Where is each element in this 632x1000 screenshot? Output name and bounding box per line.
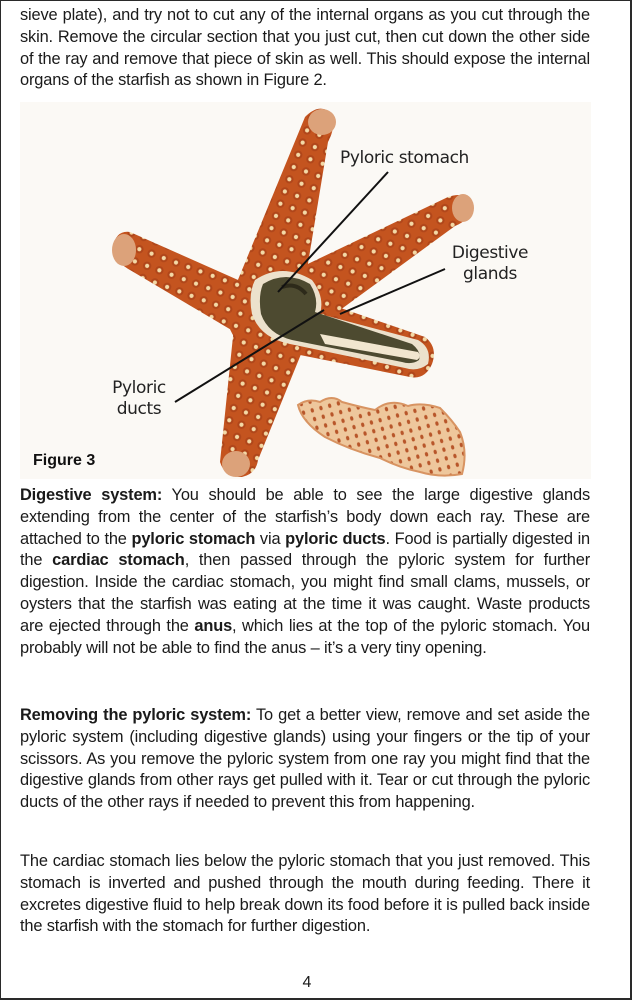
label-pyloric-stomach: Pyloric stomach: [340, 148, 469, 168]
label-pyloric-ducts: Pyloric ducts: [112, 378, 166, 419]
removed-skin-piece: [298, 398, 465, 476]
text-run: You should be able to see the large digestive glands extending from the center of the starfish’s body down each ray. These are attached to the: [20, 486, 590, 548]
text-run: via: [255, 529, 286, 548]
text-run: , which lies at the top of the pyloric stomach. You probably will not be able to find the anus – it’s a very tiny opening.: [20, 616, 590, 657]
heading-digestive-system: Digestive system:: [20, 486, 163, 504]
term-pyloric-stomach: pyloric stomach: [131, 529, 256, 548]
figure-starfish-dissection: [20, 102, 591, 479]
term-anus: anus: [194, 616, 233, 635]
paragraph-digestive-system: [20, 485, 590, 659]
paragraph-cardiac-stomach: The cardiac stomach lies below the pyloric stomach that you just removed. This stomach is inverted and pushed through the mouth during feeding. There it excretes digestive fluid to help break down its food before it is pulled back inside the starfish with the stomach for further digestion.: [20, 852, 590, 936]
term-cardiac-stomach: cardiac stomach: [52, 551, 185, 570]
text-run: . Food is partially digested in the: [20, 529, 591, 570]
starfish-illustration: [20, 102, 591, 479]
paragraph-removing-pyloric-system: [20, 705, 590, 814]
term-pyloric-ducts: pyloric ducts: [285, 529, 386, 548]
figure-caption: Figure 3: [33, 452, 96, 469]
label-digestive-glands: Digestive glands: [451, 243, 529, 284]
page-number: 4: [302, 974, 312, 991]
paragraph-intro: sieve plate), and try not to cut any of the internal organs as you cut through the skin. Remove the circular section that you just cut, then cut down the other side of the ray and remove that piece of skin as well. This should expose the internal organs of the starfish as shown in Figure 2.: [20, 6, 590, 90]
text-run: To get a better view, remove and set aside the pyloric system (including digestive glands) using your fingers or the tip of your scissors. As you remove the pyloric system from one ray you might find that the digestive glands from other rays get pulled with it. Tear or cut through the pyloric ducts of the other rays if needed to prevent this from happening.: [20, 706, 590, 812]
heading-removing-pyloric-system: Removing the pyloric system:: [20, 706, 252, 724]
text-run: , then passed through the pyloric system for further digestion. Inside the cardiac stomach, you might find small clams, mussels, or oysters that the starfish was eating at the time it was caught. Waste products are ejected through the: [20, 551, 590, 635]
